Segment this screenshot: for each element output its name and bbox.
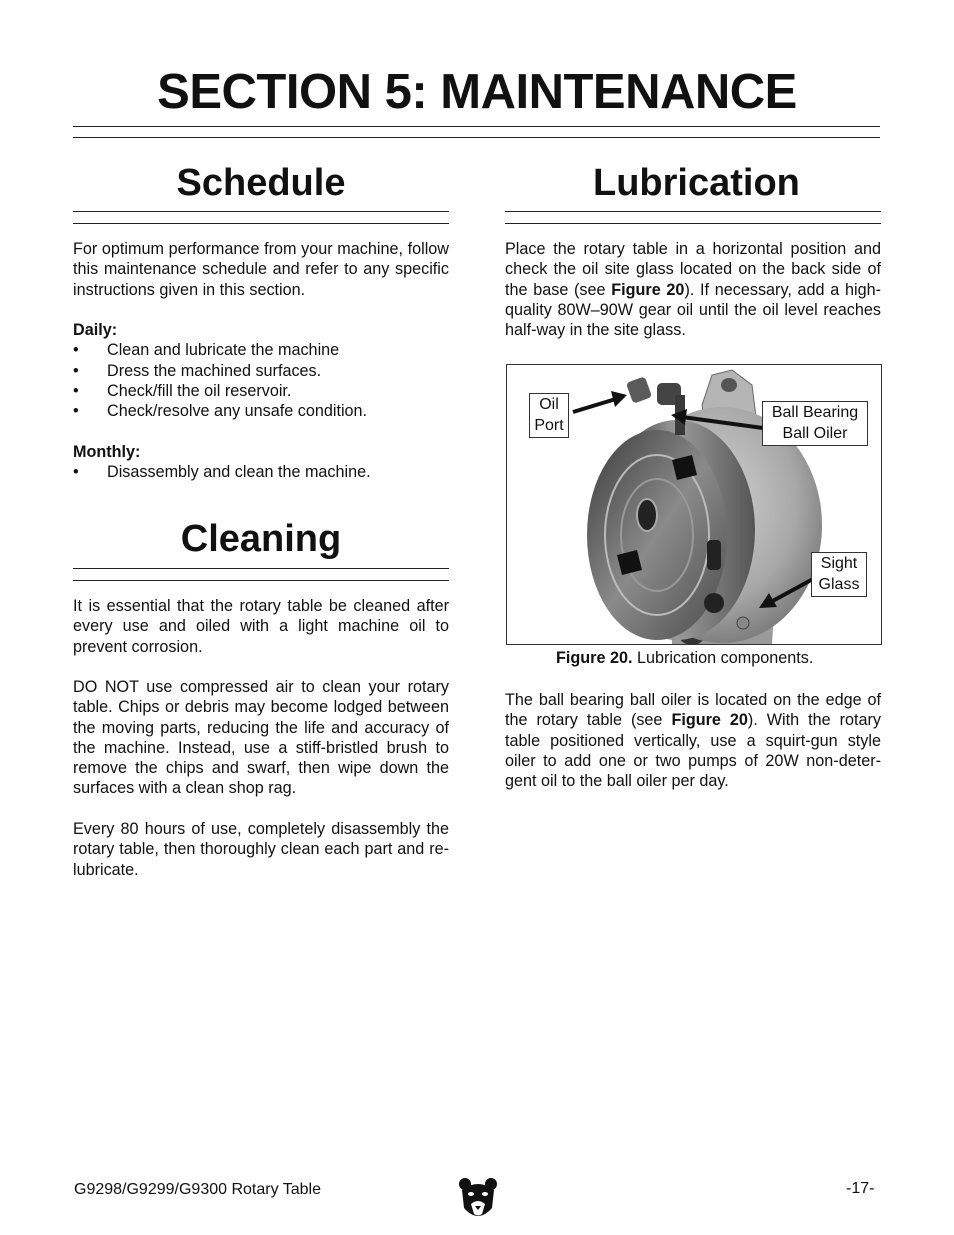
bullet-glyph: •	[73, 362, 79, 380]
sight-glass-callout	[811, 552, 867, 597]
schedule-heading: Schedule	[176, 162, 346, 204]
lubrication-p1-text-b: ). If necessary, add a high-quality 80W–90W gear oil until the oil level reaches half-way in the site glass.	[505, 280, 881, 340]
bullet-glyph: •	[73, 341, 79, 359]
ball-oiler-label-line-1: Ball Bearing	[771, 404, 859, 421]
cleaning-rule-2	[73, 580, 449, 581]
title-rule-top	[73, 126, 880, 127]
cleaning-paragraph-1: It is essential that the rotary table be cleaned after every use and oiled with a light machine oil to prevent corrosion.	[73, 597, 449, 656]
lubrication-heading: Lubrication	[593, 162, 800, 204]
daily-item-3: Check/fill the oil reservoir.	[107, 382, 292, 400]
lubrication-rule-2	[505, 223, 881, 224]
lubrication-p2-text-b: ). With the rotary table positioned vertically, use a squirt-gun style oiler to add one or two pumps of 20W non-deter-gent oil to the ball oiler per day.	[505, 711, 882, 791]
lubrication-rule-1	[505, 211, 881, 212]
cleaning-rule-1	[73, 568, 449, 569]
lubrication-p1-text-a: Place the rotary table in a horizontal position and check the oil site glass located on the back side of the base (see	[505, 240, 881, 299]
oil-port-label-line-1: Oil	[539, 396, 559, 413]
page-number: -17-	[846, 1180, 875, 1197]
cleaning-paragraph-3: Every 80 hours of use, completely disassembly the rotary table, then thoroughly clean each part and re-lubricate.	[73, 820, 449, 879]
figure-caption	[556, 648, 813, 668]
ball-oiler-callout	[762, 401, 868, 446]
daily-item-1: Clean and lubricate the machine	[107, 341, 340, 359]
figure-reference: Figure 20	[671, 711, 748, 730]
sight-glass-label-line-2: Glass	[818, 575, 860, 593]
schedule-rule-2	[73, 223, 449, 224]
schedule-intro: For optimum performance from your machine, follow this maintenance schedule and refer to any specific instructions given in this section.	[73, 240, 449, 299]
bullet-glyph: •	[73, 402, 79, 420]
monthly-label: Monthly:	[73, 443, 141, 461]
ball-oiler-label-line-2: Ball Oiler	[782, 424, 848, 442]
footer-model: G9298/G9299/G9300 Rotary Table	[74, 1181, 321, 1198]
title-rule-bottom	[73, 137, 880, 138]
daily-label: Daily:	[73, 321, 118, 339]
cleaning-heading: Cleaning	[180, 518, 342, 560]
lubrication-paragraph-1	[505, 239, 881, 340]
monthly-item-1: Disassembly and clean the machine.	[107, 463, 371, 481]
figure-caption-label: Figure 20.	[556, 649, 633, 667]
lubrication-p2-text-a: The ball bearing ball oiler is located on the edge of the rotary table (see	[505, 691, 881, 730]
figure-caption-text: Lubrication components.	[632, 649, 814, 667]
oil-port-label-line-2: Port	[534, 416, 564, 434]
cleaning-paragraph-2: DO NOT use compressed air to clean your rotary table. Chips or debris may become lodged between the moving parts, reducing the life and accuracy of the machine. Instead, use a stiff-bristled brush to remove the chips and swarf, then wipe down the surfaces with a clean shop rag.	[73, 678, 449, 798]
section-title: SECTION 5: MAINTENANCE	[157, 65, 797, 119]
daily-item-4: Check/resolve any unsafe condition.	[107, 402, 368, 420]
bullet-glyph: •	[73, 382, 79, 400]
daily-item-2: Dress the machined surfaces.	[107, 362, 322, 380]
sight-glass-label-line-1: Sight	[820, 555, 858, 572]
figure-20	[506, 364, 882, 645]
oil-port-callout	[529, 393, 569, 438]
bullet-glyph: •	[73, 463, 79, 481]
bear-logo-icon	[458, 1176, 498, 1222]
figure-reference: Figure 20	[611, 280, 685, 299]
lubrication-paragraph-2	[505, 690, 881, 791]
schedule-rule-1	[73, 211, 449, 212]
